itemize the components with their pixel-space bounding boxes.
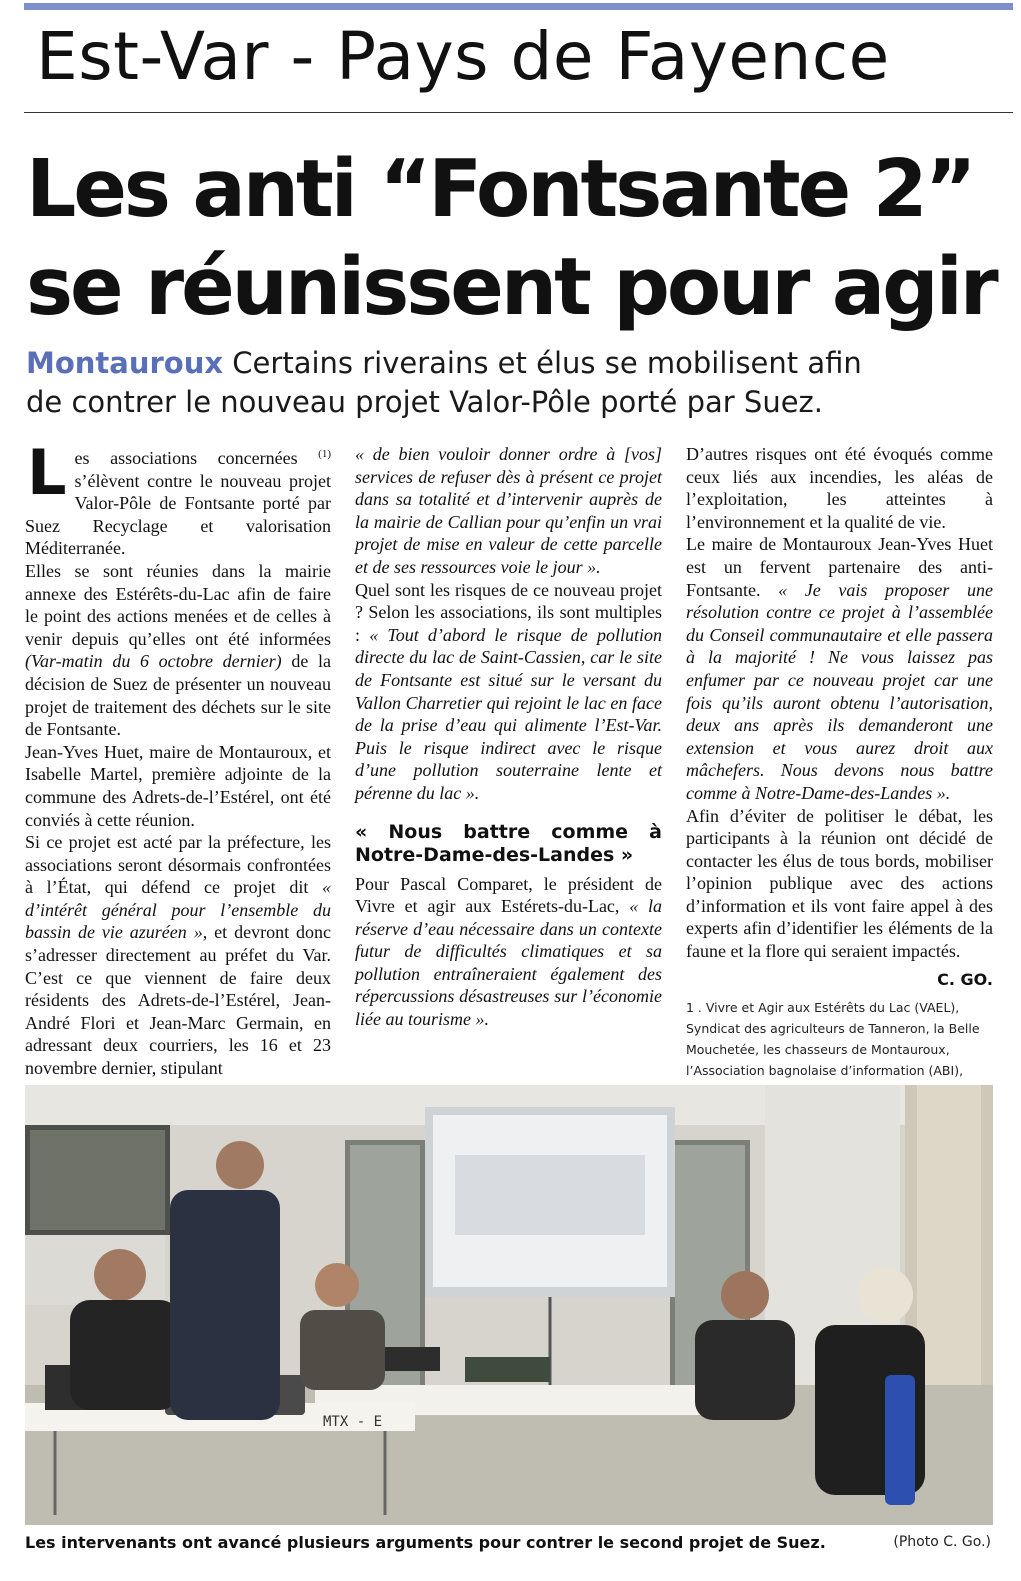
standfirst-text-1: Certains riverains et élus se mobilisent afin [223, 346, 862, 380]
paragraph-7 [355, 873, 662, 1031]
meeting-photo [25, 1085, 993, 1525]
section-title: Est-Var - Pays de Fayence [36, 18, 890, 95]
paragraph-7-italic: « la réserve d’eau nécessaire dans un contexte futur de difficultés climatiques et sa pollution entraîneraient également des répercussions désastreuses sur l’économie liée au tourisme ». [355, 896, 662, 1030]
section-rule [24, 112, 1013, 113]
standfirst-text-2: de contrer le nouveau projet Valor-Pôle porté par Suez. [26, 385, 823, 419]
article-column-1 [25, 436, 331, 1080]
headline-line-1: Les anti “Fontsante 2” [26, 143, 974, 235]
paragraph-1-rest: s’élèvent contre le nouveau projet Valor-Pôle de Fontsante porté par Suez Recyclage et valorisation Méditerranée. [25, 470, 331, 559]
photo-caption: Les intervenants ont avancé plusieurs arguments pour contrer le second projet de Suez. [25, 1533, 826, 1552]
subheading: « Nous battre comme à Notre-Dame-des-Landes » [355, 820, 662, 866]
paragraph-9-italic: « Je vais proposer une résolution contre ce projet à l’assemblée du Conseil communautaire et elle passera à la majorité ! Ne vous laissez pas enfumer par ce nouveau projet car une fois qu’ils auront obtenu l’autorisation, deux ans après ils demanderont une extension et vous aurez droit aux mâchefers. Nous devons nous battre comme à Notre-Dame-des-Landes ». [686, 579, 993, 803]
paragraph-1-start: es associations concernées [74, 448, 298, 468]
paragraph-9 [686, 533, 993, 804]
paragraph-2-start: Elles se sont réunies dans la mairie annexe des Estérêts-du-Lac afin de faire le point des actions menées et de celles à venir depuis qu’elles ont été informées [25, 560, 331, 649]
headline [26, 140, 1016, 336]
top-color-bar [24, 3, 1013, 10]
paragraph-2-end: de la décision de Suez de présenter un nouveau projet de traitement des déchets sur le site de Fontsante. [25, 651, 331, 740]
paragraph-4-italic: « d’intérêt général pour l’ensemble du bassin de vie azuréen » [25, 877, 331, 943]
paragraph-6 [355, 579, 662, 805]
paragraph-5-italic: « de bien vouloir donner ordre à [vos] services de refuser dès à présent ce projet dans sa totalité et d’intervenir auprès de la mairie de Callian pour qu’enfin un vrai projet de mise en valeur de cette parcelle et de ses ressources voie le jour ». [355, 444, 662, 577]
table-label: MTX - E [323, 1414, 383, 1430]
paragraph-4-end: , et devront donc s’adresser directement au préfet du Var. C’est ce que viennent de faire deux résidents des Adrets-de-l’Estérel, Jean-André Flori et Jean-Marc Germain, en adressant deux courriers, les 16 et 23 novembre dernier, stipulant [25, 922, 331, 1079]
paragraph-4-start: Si ce projet est acté par la préfecture, les associations seront désormais confrontées à l’État, qui défend ce projet dit [25, 832, 331, 898]
drop-cap: L [27, 436, 67, 509]
paragraph-10: Afin d’éviter de politiser le débat, les participants à la réunion ont décidé de contacter les élus de tous bords, mobiliser l’opinion publique avec des actions d’information et ils vont faire appel à des experts afin d’identifier les éléments de la faune et la flore qui seraient impactés. [686, 805, 993, 962]
standfirst [26, 344, 1006, 422]
standfirst-location: Montauroux [26, 346, 224, 380]
paragraph-4 [25, 831, 331, 1080]
paragraph-6-italic: « Tout d’abord le risque de pollution directe du lac de Saint-Cassien, car le site de Fontsante est situé sur le versant du Vallon Charretier qui rejoint le lac en face de la prise d’eau qui alimente l’Est-Var. Puis le risque indirect avec le risque d’une pollution souterraine lente et pérenne du lac ». [355, 624, 662, 803]
footnote-marker: (1) [318, 448, 331, 460]
byline: C. GO. [937, 969, 993, 989]
paragraph-2 [25, 560, 331, 741]
paragraph-6-start: Quel sont les risques de ce nouveau projet ? Selon les associations, ils sont multiples : [355, 579, 662, 645]
paragraph-2-italic: (Var-matin du 6 octobre dernier) [25, 651, 282, 672]
paragraph-7-start: Pour Pascal Comparet, le président de Vivre et agir aux Estérets-du-Lac, [355, 873, 662, 917]
footnote: 1 . Vivre et Agir aux Estérêts du Lac (VAEL), Syndicat des agriculteurs de Tanneron, la Belle Mouchetée, les chasseurs de Montauroux, l’Association bagnolaise d’information (ABI), [686, 1000, 980, 1079]
paragraph-3: Jean-Yves Huet, maire de Montauroux, et Isabelle Martel, première adjointe de la commune des Adrets-de-l’Estérel, ont été conviés à cette réunion. [25, 741, 331, 830]
headline-line-2: se réunissent pour agir [26, 241, 996, 333]
paragraph-5 [355, 443, 662, 579]
article-column-3 [686, 443, 993, 1102]
meeting-photo-illustration [25, 1085, 993, 1525]
paragraph-1 [25, 436, 331, 560]
photo-credit: (Photo C. Go.) [893, 1534, 991, 1550]
paragraph-8: D’autres risques ont été évoqués comme ceux liés aux incendies, les aléas de l’exploitation, les atteintes à l’environnement et la qualité de vie. [686, 444, 993, 532]
article-column-2 [355, 443, 662, 1031]
paragraph-9-start: Le maire de Montauroux Jean-Yves Huet est un fervent partenaire des anti-Fontsante. [686, 534, 993, 600]
